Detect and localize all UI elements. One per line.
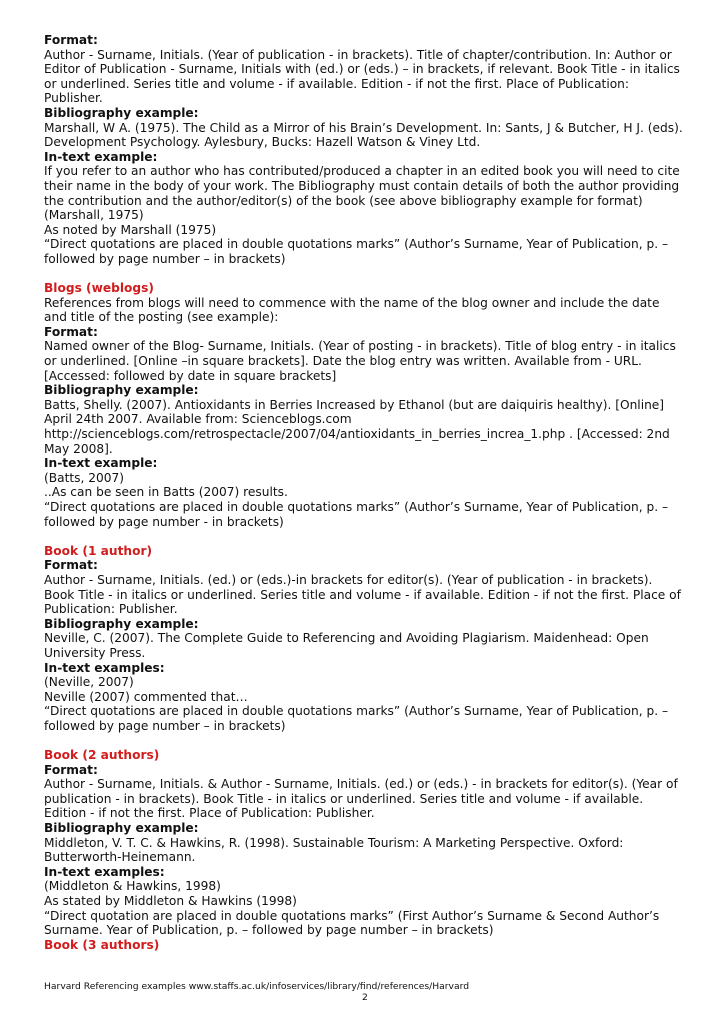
bibliography-text: Middleton, V. T. C. & Hawkins, R. (1998). Sustainable Tourism: A Marketing Perspective. Oxford: Butterworth-Heinemann. xyxy=(44,835,624,865)
section-heading-book-2-authors: Book (2 authors) xyxy=(44,748,160,763)
in-text-example: Neville (2007) commented that… xyxy=(44,689,248,704)
format-text: Author - Surname, Initials. (ed.) or (eds.)-in brackets for editor(s). (Year of publication - in brackets). Book Title - in italics or underlined. Series title and volume - if available. Edition - if not the first. Place of Publication: Publisher. xyxy=(44,572,681,617)
quotation-example: “Direct quotations are placed in double quotations marks” (Author’s Surname, Year of Publication, p. – followed by page number - in brackets) xyxy=(44,500,669,529)
format-text: Author - Surname, Initials. (Year of publication - in brackets). Title of chapter/contribution. In: Author or Editor of Publication - Surname, Initials with (ed.) or (eds.) – in brackets, if relevant. Book Title - in italics or underlined. Series title and volume - if available. Edition - if not the first. Place of Publication: Publisher. xyxy=(44,47,680,106)
page-footer xyxy=(44,981,684,1003)
bibliography-label: Bibliography example: xyxy=(44,616,199,631)
document-body xyxy=(44,33,684,952)
in-text-example: (Marshall, 1975) xyxy=(44,208,144,223)
quotation-example: “Direct quotations are placed in double quotations marks” (Author’s Surname, Year of Publication, p. – followed by page number – in brackets) xyxy=(44,704,669,733)
format-text: Author - Surname, Initials. & Author - Surname, Initials. (ed.) or (eds.) - in brackets for editor(s). (Year of publication - in brackets). Book Title - in italics or underlined. Series title and volume - if available. Edition - if not the first. Place of Publication: Publisher. xyxy=(44,777,678,821)
in-text-label: In-text examples: xyxy=(44,660,165,675)
in-text-example: ..As can be seen in Batts (2007) results. xyxy=(44,485,288,500)
quotation-example: “Direct quotation are placed in double quotations marks” (First Author’s Surname & Second Author’s Surname. Year of Publication, p. – followed by page number – in brackets) xyxy=(44,908,660,938)
bibliography-text: Marshall, W A. (1975). The Child as a Mirror of his Brain’s Development. In: Sants, J & Butcher, H J. (eds). Development Psychology. Aylesbury, Bucks: Hazell Watson & Viney Ltd. xyxy=(44,120,683,150)
spacer xyxy=(44,267,684,282)
spacer xyxy=(44,529,684,544)
section-heading-book-1-author: Book (1 author) xyxy=(44,543,153,558)
section-heading-blogs: Blogs (weblogs) xyxy=(44,281,154,296)
footer-text: Harvard Referencing examples www.staffs.ac.uk/infoservices/library/find/references/Harvard xyxy=(44,981,470,992)
format-label: Format: xyxy=(44,558,98,573)
in-text-example: (Neville, 2007) xyxy=(44,675,134,690)
in-text-example: As noted by Marshall (1975) xyxy=(44,222,217,237)
bibliography-label: Bibliography example: xyxy=(44,821,199,836)
section-intro: References from blogs will need to commence with the name of the blog owner and include the date and title of the posting (see example): xyxy=(44,295,660,325)
format-label: Format: xyxy=(44,762,98,777)
section-heading-book-3-authors: Book (3 authors) xyxy=(44,937,160,952)
spacer xyxy=(44,734,684,749)
bibliography-label: Bibliography example: xyxy=(44,105,199,120)
in-text-example: (Middleton & Hawkins, 1998) xyxy=(44,879,221,894)
in-text-text: If you refer to an author who has contributed/produced a chapter in an edited book you will need to cite their name in the body of your work. The Bibliography must contain details of both the author providing the contribution and the author/editor(s) of the book (see above bibliography example for format) xyxy=(44,164,680,208)
bibliography-text: Neville, C. (2007). The Complete Guide to Referencing and Avoiding Plagiarism. Maidenhead: Open University Press. xyxy=(44,631,649,660)
bibliography-label: Bibliography example: xyxy=(44,383,199,398)
format-label: Format: xyxy=(44,33,98,47)
page-number: 2 xyxy=(362,992,368,1003)
format-label: Format: xyxy=(44,324,98,339)
in-text-example: As stated by Middleton & Hawkins (1998) xyxy=(44,894,297,909)
quotation-example: “Direct quotations are placed in double quotations marks” (Author’s Surname, Year of Publication, p. – followed by page number – in brackets) xyxy=(44,237,669,266)
bibliography-text: Batts, Shelly. (2007). Antioxidants in Berries Increased by Ethanol (but are daiquiris healthy). [Online] April 24th 2007. Available from: Scienceblogs.com http://scienceblogs.com/retrospectacle/2007/04/antioxidants_in_berries_increa_1.php . [Accessed: 2nd May 2008]. xyxy=(44,397,670,456)
in-text-label: In-text example: xyxy=(44,149,158,164)
format-text: Named owner of the Blog- Surname, Initials. (Year of posting - in brackets). Title of blog entry - in italics or underlined. [Online –in square brackets]. Date the blog entry was written. Available from - URL. [Accessed: followed by date in square brackets] xyxy=(44,339,676,383)
in-text-label: In-text example: xyxy=(44,456,158,471)
in-text-label: In-text examples: xyxy=(44,864,165,879)
in-text-example: (Batts, 2007) xyxy=(44,470,125,485)
